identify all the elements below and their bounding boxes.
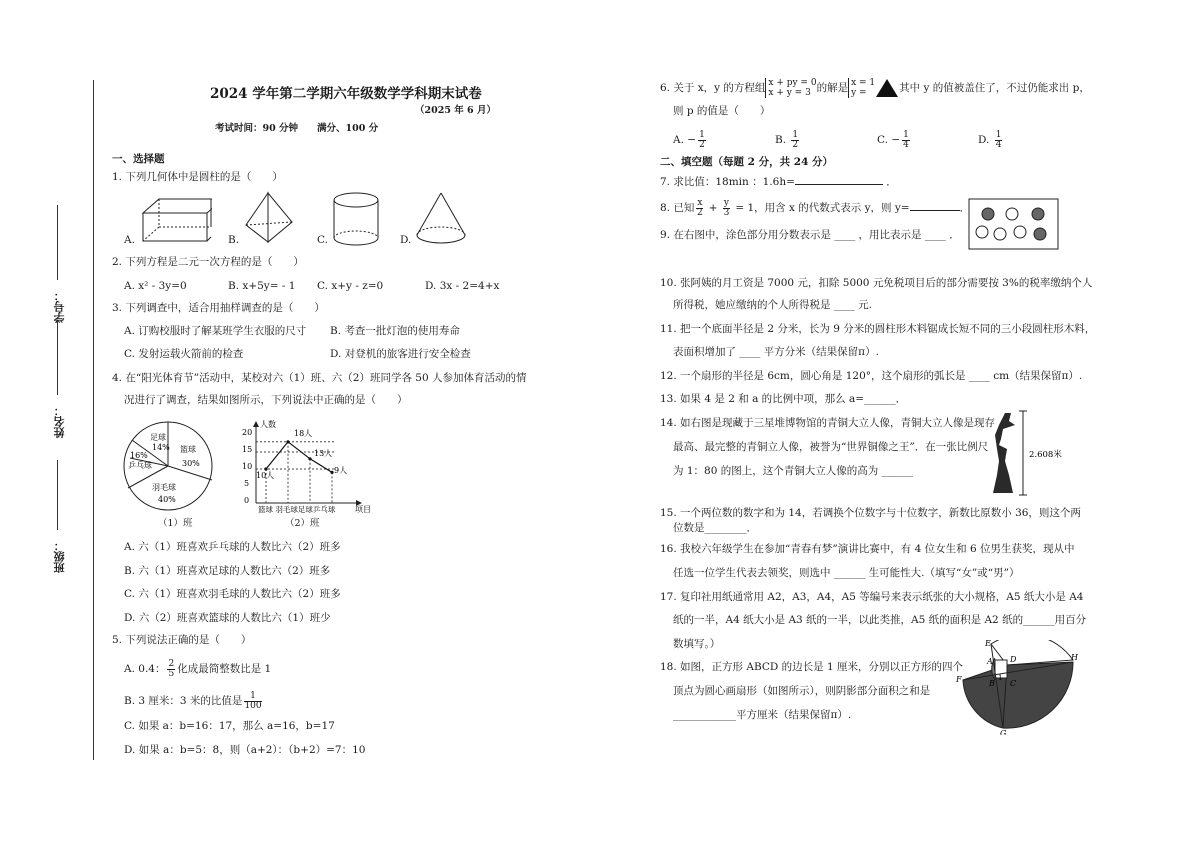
q15-line2: 位数是________． bbox=[673, 522, 757, 534]
q1-opt-b: B. bbox=[228, 234, 240, 246]
q6-post: 其中 y 的值被盖住了，不过仍能求出 p， bbox=[899, 82, 1090, 94]
label-A: A bbox=[987, 657, 993, 666]
q3-stem: 3. 下列调查中，适合用抽样调查的是（ ） bbox=[112, 302, 325, 314]
q6-b-num: 1 bbox=[792, 129, 799, 140]
q6-opt-a bbox=[673, 128, 708, 152]
q8 bbox=[660, 196, 970, 220]
q4-opt-d: D. 六（2）班喜欢篮球的人数比六（1）班少 bbox=[124, 612, 331, 624]
q10-line1: 10. 张阿姨的月工资是 7000 元，扣除 5000 元免税项目后的部分需要按 3%的税率缴纳个人 bbox=[660, 277, 1093, 289]
line-chart-class2 bbox=[238, 418, 378, 518]
q18-line3: ____________平方厘米（结果保留π）. bbox=[673, 709, 852, 721]
q2-opt-b: B. x+5y= - 1 bbox=[228, 280, 296, 292]
q6-line1 bbox=[660, 76, 1090, 100]
q6-solution bbox=[848, 78, 875, 98]
q6-d-num: 1 bbox=[995, 129, 1002, 140]
section-1-title: 一、选择题 bbox=[112, 153, 165, 165]
q5-a-post: 化成最简整数比是 1 bbox=[177, 663, 272, 675]
q6-pre: 6. 关于 x，y 的方程组 bbox=[660, 82, 766, 94]
q4-stem-line1: 4. 在“阳光体育节”活动中，某校对六（1）班、六（2）班同学各 50 人参加体育活动的情 bbox=[112, 372, 527, 384]
q15-line1: 15. 一个两位数的数字和为 14，若调换个位数字与十位数字，新数比原数小 36，则这个两 bbox=[660, 507, 1081, 519]
q5-a-den: 5 bbox=[168, 668, 175, 679]
q9: 9. 在右图中，涂色部分用分数表示是 ____ ，用比表示是 ____ ． bbox=[660, 229, 960, 241]
q6-b-letter: B. bbox=[775, 134, 787, 146]
line-chart-xlabel: 项目 bbox=[355, 505, 371, 514]
label-side-1: 1 bbox=[998, 674, 1003, 682]
pie-label-badminton-pct: 40% bbox=[158, 495, 176, 504]
pie-label-pingpong-pct: 16% bbox=[130, 451, 148, 460]
q8-f2-den: 3 bbox=[723, 207, 730, 218]
pyramid-figure bbox=[240, 190, 300, 248]
q5-a-num: 2 bbox=[168, 658, 175, 669]
q8-frac2 bbox=[723, 199, 730, 218]
q6-c-num: 1 bbox=[903, 129, 909, 140]
label-H: H bbox=[1071, 653, 1078, 662]
point-label-football: 13人 bbox=[314, 449, 333, 458]
q16-line1: 16. 我校六年级学生在参加“青春有梦”演讲比赛中，有 4 位女生和 6 位男生获奖，现从中 bbox=[660, 543, 1075, 555]
q6-a-sign: − bbox=[687, 134, 697, 146]
pie-label-football: 足球 bbox=[150, 433, 166, 442]
q5-b-fraction bbox=[244, 692, 261, 711]
q11-line2: 表面积增加了 ____ 平方分米（结果保留π）. bbox=[673, 346, 879, 358]
q5-b-pre: B. 3 厘米：3 米的比值是 bbox=[124, 695, 243, 707]
ytick-10: 10 bbox=[242, 462, 253, 471]
q6-a-den: 2 bbox=[699, 139, 705, 150]
q1-opt-c: C. bbox=[317, 234, 328, 246]
q7-text: 7. 求比值：18min ：1.6h= bbox=[660, 176, 795, 188]
q6-system bbox=[765, 78, 816, 98]
q8-post: = 1，用含 x 的代数式表示 y，则 y= bbox=[732, 202, 910, 214]
q8-pre: 8. 已知 bbox=[660, 202, 695, 214]
q4-opt-b: B. 六（1）班喜欢足球的人数比六（2）班多 bbox=[124, 565, 331, 577]
q11-line1: 11. 把一个底面半径是 2 分米，长为 9 分米的圆柱形木料锯成长短不同的三小段圆柱形木料， bbox=[660, 323, 1096, 335]
q18-line2: 顶点为圆心画扇形（如图所示），则阴影部分面积之和是 bbox=[673, 685, 931, 697]
q6-sol2: y = bbox=[851, 88, 867, 98]
q5-opt-d: D. 如果 a：b=5：8，则（a+2）：（b+2）=7：10 bbox=[124, 744, 366, 756]
q18-geometry-figure bbox=[955, 640, 1080, 735]
q6-a-num: 1 bbox=[699, 129, 705, 140]
q1-opt-a: A. bbox=[124, 234, 135, 246]
point-label-pingpong: 9人 bbox=[334, 466, 348, 475]
q6-sys1: x + py = 0 bbox=[768, 78, 817, 88]
cuboid-figure bbox=[137, 193, 212, 245]
q12: 12. 一个扇形的半径是 6cm，圆心角是 120°，这个扇形的弧长是 ____ cm（结果保留π）. bbox=[660, 370, 1083, 382]
q5-opt-b bbox=[124, 690, 264, 712]
pie-chart-class1 bbox=[120, 418, 220, 518]
label-G: G bbox=[1000, 729, 1007, 735]
q6-line2: 则 p 的值是（ ） bbox=[673, 105, 771, 117]
q8-f2-num: y bbox=[723, 197, 730, 208]
q10-line2: 所得税，她应缴纳的个人所得税是 ____ 元. bbox=[673, 299, 873, 311]
q9-circles-figure bbox=[968, 198, 1060, 250]
q2-stem: 2. 下列方程是二元一次方程的是（ ） bbox=[112, 256, 304, 268]
page-title: 2024 学年第二学期六年级数学学科期末试卷 bbox=[210, 86, 482, 102]
ytick-0: 0 bbox=[244, 496, 250, 505]
point-label-badminton: 18人 bbox=[294, 429, 313, 438]
q2-opt-d: D. 3x - 2=4+x bbox=[425, 280, 500, 292]
point-label-basketball: 10人 bbox=[256, 471, 275, 480]
q3-opt-b: B. 考查一批灯泡的使用寿命 bbox=[330, 325, 460, 337]
q17-line1: 17. 复印社用纸通常用 A2，A3，A4，A5 等编号来表示纸张的大小规格，A5 纸大小是 A4 bbox=[660, 591, 1084, 603]
q5-stem: 5. 下列说法正确的是（ ） bbox=[112, 634, 252, 646]
q3-opt-a: A. 订购校服时了解某班学生衣服的尺寸 bbox=[124, 325, 307, 337]
pie-label-pingpong: 乒乓球 bbox=[128, 461, 152, 470]
q4-opt-c: C. 六（1）班喜欢羽毛球的人数比六（2）班多 bbox=[124, 588, 341, 600]
q3-opt-d: D. 对登机的旅客进行安全检查 bbox=[330, 348, 471, 360]
line-chart-caption: （2）班 bbox=[285, 518, 320, 529]
cylinder-figure bbox=[328, 190, 386, 250]
id-label: 学号： bbox=[53, 290, 66, 323]
q6-mid: 的解是 bbox=[816, 82, 849, 94]
q8-end: ． bbox=[959, 202, 971, 214]
q6-opt-c bbox=[877, 128, 912, 152]
q14-line3: 为 1：80 的图上，这个青铜大立人像的高为 ______ bbox=[673, 465, 914, 477]
label-B: B bbox=[989, 679, 995, 688]
class-field-line bbox=[57, 460, 58, 530]
pie-label-basketball: 篮球 bbox=[180, 445, 196, 454]
pie-label-basketball-pct: 30% bbox=[182, 459, 200, 468]
q13: 13. 如果 4 是 2 和 a 的比例中项，那么 a=______． bbox=[660, 393, 907, 405]
q5-opt-a bbox=[124, 658, 271, 680]
id-field-line bbox=[57, 205, 58, 280]
q16-line2: 任选一位学生代表去领奖，则选中 ______ 生可能性大.（填写“女”或“男”） bbox=[673, 567, 1020, 579]
q6-c-letter: C. bbox=[877, 134, 888, 146]
name-field-line bbox=[57, 320, 58, 395]
q2-opt-c: C. x+y - z=0 bbox=[317, 280, 384, 292]
bronze-statue-figure bbox=[985, 405, 1065, 500]
label-C: C bbox=[1010, 679, 1017, 688]
label-F: F bbox=[956, 675, 962, 684]
q8-f1-num: x bbox=[697, 197, 703, 208]
q5-b-num: 1 bbox=[244, 692, 261, 702]
q2-opt-a: A. x² - 3y=0 bbox=[124, 280, 187, 292]
section-2-title: 二、填空题（每题 2 分，共 24 分） bbox=[660, 156, 834, 168]
data-point-羽毛球 bbox=[286, 440, 289, 443]
q17-line3: 数填写。） bbox=[673, 638, 721, 650]
q5-a-pre: A. 0.4： bbox=[124, 663, 166, 675]
q14-line1: 14. 如右图是现藏于三星堆博物馆的青铜大立人像，青铜大立人像是现存 bbox=[660, 417, 996, 429]
q1-opt-d: D. bbox=[400, 234, 412, 246]
label-E: E bbox=[985, 640, 991, 648]
q6-sys2: x + y = 3 bbox=[768, 88, 811, 98]
q8-frac1 bbox=[696, 199, 703, 218]
q8-blank[interactable] bbox=[910, 210, 960, 211]
cover-triangle-icon bbox=[876, 79, 898, 97]
q6-a-frac bbox=[698, 131, 706, 150]
q6-c-den: 4 bbox=[903, 139, 909, 150]
data-point-足球 bbox=[308, 457, 311, 460]
cone-figure bbox=[412, 190, 470, 250]
q8-plus: + bbox=[705, 202, 721, 214]
q17-line2: 纸的一半，A4 纸大小是 A3 纸的一半，以此类推，A5 纸的面积是 A2 纸的______用百分 bbox=[673, 614, 1087, 626]
q6-d-den: 4 bbox=[995, 139, 1002, 150]
binding-line bbox=[93, 80, 94, 760]
q6-c-frac bbox=[902, 131, 910, 150]
q6-b-den: 2 bbox=[792, 139, 799, 150]
line-chart-categories: 篮球 羽毛球足球乒乓球 bbox=[258, 505, 336, 514]
exam-date: （2025 年 6 月） bbox=[415, 105, 496, 116]
q1-stem: 1. 下列几何体中是圆柱的是（ ） bbox=[112, 171, 283, 183]
q4-stem-line2: 况进行了调查，结果如图所示，下列说法中正确的是（ ） bbox=[124, 394, 408, 406]
q7: 7. 求比值：18min ：1.6h= ． bbox=[660, 176, 897, 188]
name-label: 姓名： bbox=[53, 405, 66, 438]
pie-label-badminton: 羽毛球 bbox=[152, 483, 176, 492]
q6-a-letter: A. bbox=[673, 134, 684, 146]
statue-height-label: 2.608米 bbox=[1029, 450, 1062, 460]
ytick-20: 20 bbox=[242, 428, 253, 437]
q6-d-letter: D. bbox=[978, 134, 990, 146]
label-D: D bbox=[1010, 655, 1017, 664]
q14-line2: 最高、最完整的青铜立人像，被誉为“世界铜像之王”．在一张比例尺 bbox=[673, 441, 989, 453]
q4-opt-a: A. 六（1）班喜欢乒乓球的人数比六（2）班多 bbox=[124, 541, 341, 553]
q6-opt-d bbox=[978, 128, 1004, 152]
class-label: 班级： bbox=[53, 540, 66, 573]
q8-f1-den: 2 bbox=[697, 207, 703, 218]
q6-c-sign: − bbox=[891, 134, 901, 146]
q18-line1: 18. 如图，正方形 ABCD 的边长是 1 厘米，分别以正方形的四个 bbox=[660, 661, 964, 673]
q5-b-den: 100 bbox=[244, 700, 262, 711]
q5-opt-c: C. 如果 a：b=16：17，那么 a=16，b=17 bbox=[124, 720, 335, 732]
q5-a-fraction bbox=[167, 660, 175, 679]
q6-opt-b bbox=[775, 128, 801, 152]
exam-info: 考试时间：90 分钟 满分、100 分 bbox=[215, 123, 379, 134]
q3-opt-c: C. 发射运载火箭前的检查 bbox=[124, 348, 244, 360]
q6-b-frac bbox=[791, 131, 799, 150]
ytick-5: 5 bbox=[244, 479, 250, 488]
q7-blank[interactable] bbox=[795, 184, 883, 185]
ytick-15: 15 bbox=[242, 445, 253, 454]
line-chart-ylabel: 人数 bbox=[260, 420, 276, 429]
pie-label-football-pct: 14% bbox=[152, 443, 170, 452]
q6-sol1: x = 1 bbox=[851, 78, 876, 88]
pie-caption: （1）班 bbox=[158, 518, 193, 529]
q6-d-frac bbox=[995, 131, 1003, 150]
